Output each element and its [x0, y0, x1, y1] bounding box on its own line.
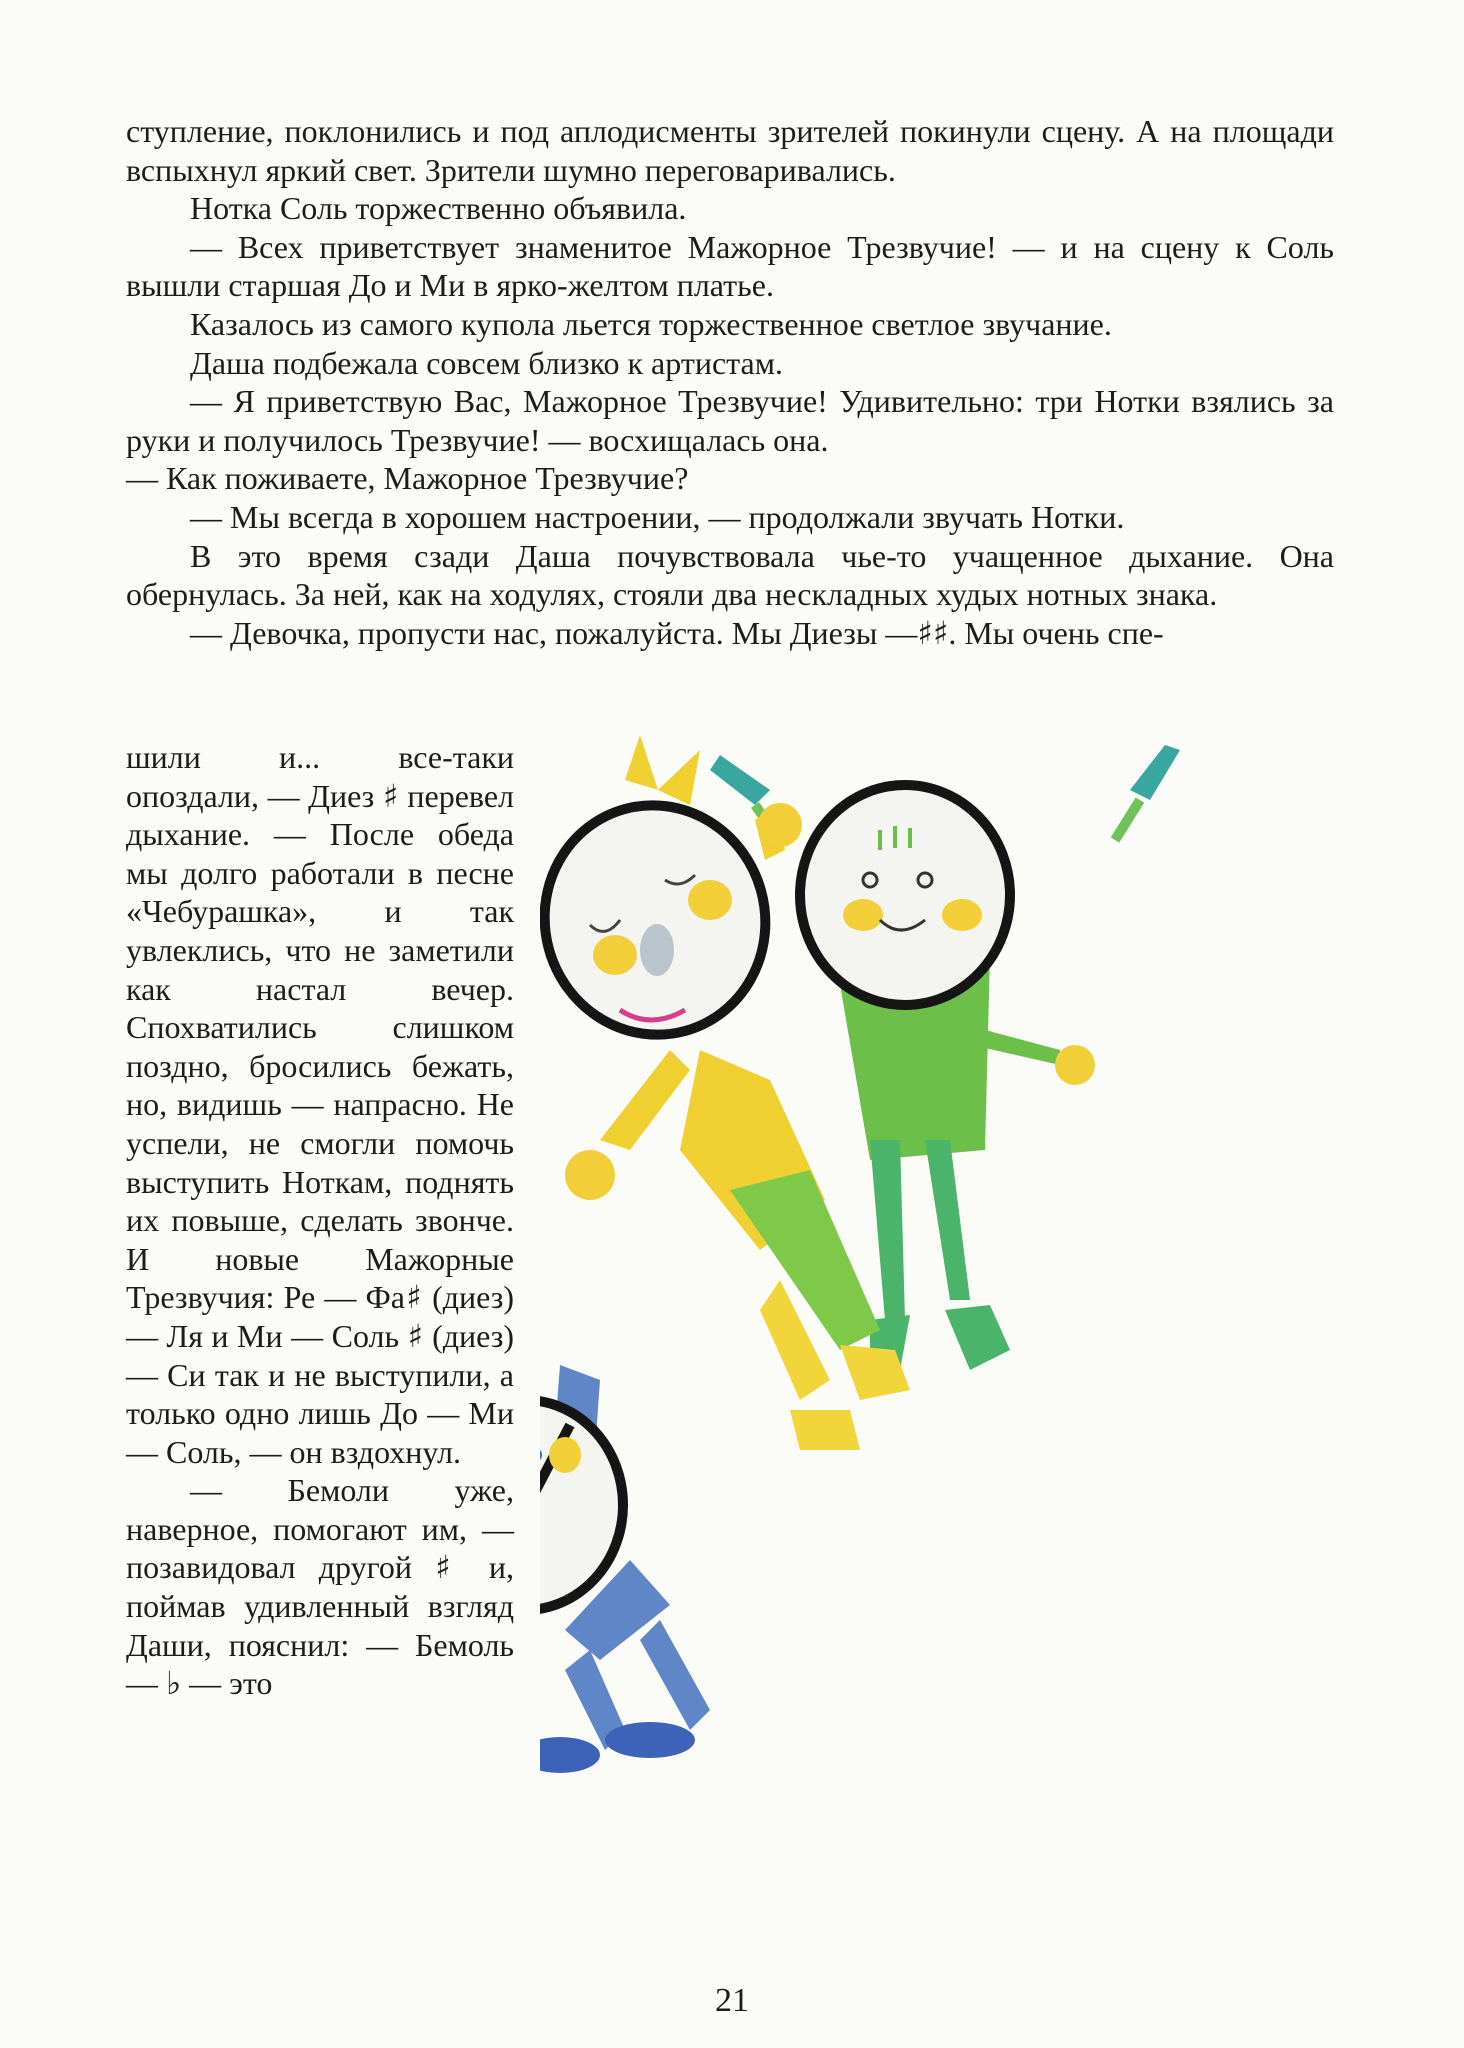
- paragraph: — Мы всегда в хорошем настроении, — продолжали звучать Нотки.: [190, 498, 1125, 535]
- paragraph: — Как поживаете, Мажорное Трезвучие?: [126, 460, 689, 497]
- flat-symbol: ♭: [166, 1664, 182, 1703]
- text-run: перевел дыхание. — После обеда мы долго работали в песне «Чебурашка», и так увлеклись, что не заметили как настал вечер. Спохватились слишком поздно, бросились бежать, но, видишь — напрасно. Не успели, не смогли помочь выступить Ноткам, поднять их повыше, сделать звонче. И новые Мажорные Трезвучия: Ре — Фа: [126, 777, 514, 1316]
- blue-note-character: [540, 1365, 710, 1773]
- paragraph: Казалось из самого купола льется торжественное светлое звучание.: [190, 305, 1112, 342]
- text-run: (диез) — Си так и не выступили, а только одно лишь До — Ми — Соль, — он вздохнул.: [126, 1317, 515, 1470]
- diezy-paragraph: [126, 614, 1334, 653]
- full-width-text: [126, 112, 1334, 652]
- paragraph: — Всех приветствует знаменитое Мажорное Трезвучие! — и на сцену к Соль вышли старшая До и Ми в ярко-желтом платье.: [126, 228, 1334, 304]
- column-paragraph-2: [126, 1471, 514, 1703]
- text-run: и, поймав удивленный взгляд Даши, пояснил: — Бемоль —: [126, 1549, 515, 1702]
- diezy-text-after: . Мы очень спе-: [948, 614, 1164, 651]
- paragraph: Нотка Соль торжественно объявила.: [190, 190, 687, 227]
- page-number: 21: [715, 1982, 749, 2019]
- text-run: — это: [189, 1665, 273, 1702]
- text-run: (диез) — Ля и Ми — Соль: [126, 1279, 515, 1354]
- illustration-notes-characters: [540, 730, 1330, 1960]
- double-sharp-symbol: ♯♯: [917, 613, 949, 652]
- sharp-symbol: ♯: [405, 1278, 423, 1317]
- sharp-symbol: ♯: [407, 1316, 424, 1355]
- paragraph: В это время сзади Даша почувствовала чье-то учащенное дыхание. Она обернулась. За ней, как на ходулях, стояли два нескладных худых нотных знака.: [126, 537, 1334, 613]
- column-paragraph-1: [126, 738, 514, 1471]
- sharp-symbol: ♯: [382, 776, 399, 815]
- sharp-symbol: ♯: [435, 1548, 466, 1587]
- paragraph: Даша подбежала совсем близко к артистам.: [190, 344, 783, 381]
- narrow-column-text: [126, 738, 514, 1703]
- text-run: — Бемоли уже, наверное, помогают им, — позавидовал другой: [126, 1472, 514, 1586]
- paragraph: — Я приветствую Вас, Мажорное Трезвучие! Удивительно: три Нотки взялись за руки и получилось Трезвучие! — восхищалась она.: [126, 383, 1334, 458]
- diezy-text-before: — Девочка, пропусти нас, пожалуйста. Мы Диезы —: [190, 614, 918, 651]
- text-run: шили и... все-таки опоздали, — Диез: [126, 739, 514, 814]
- paragraph: ступление, поклонились и под аплодисменты зрителей покинули сцену. А на площади вспыхнул яркий свет. Зрители шумно переговаривались.: [126, 113, 1334, 188]
